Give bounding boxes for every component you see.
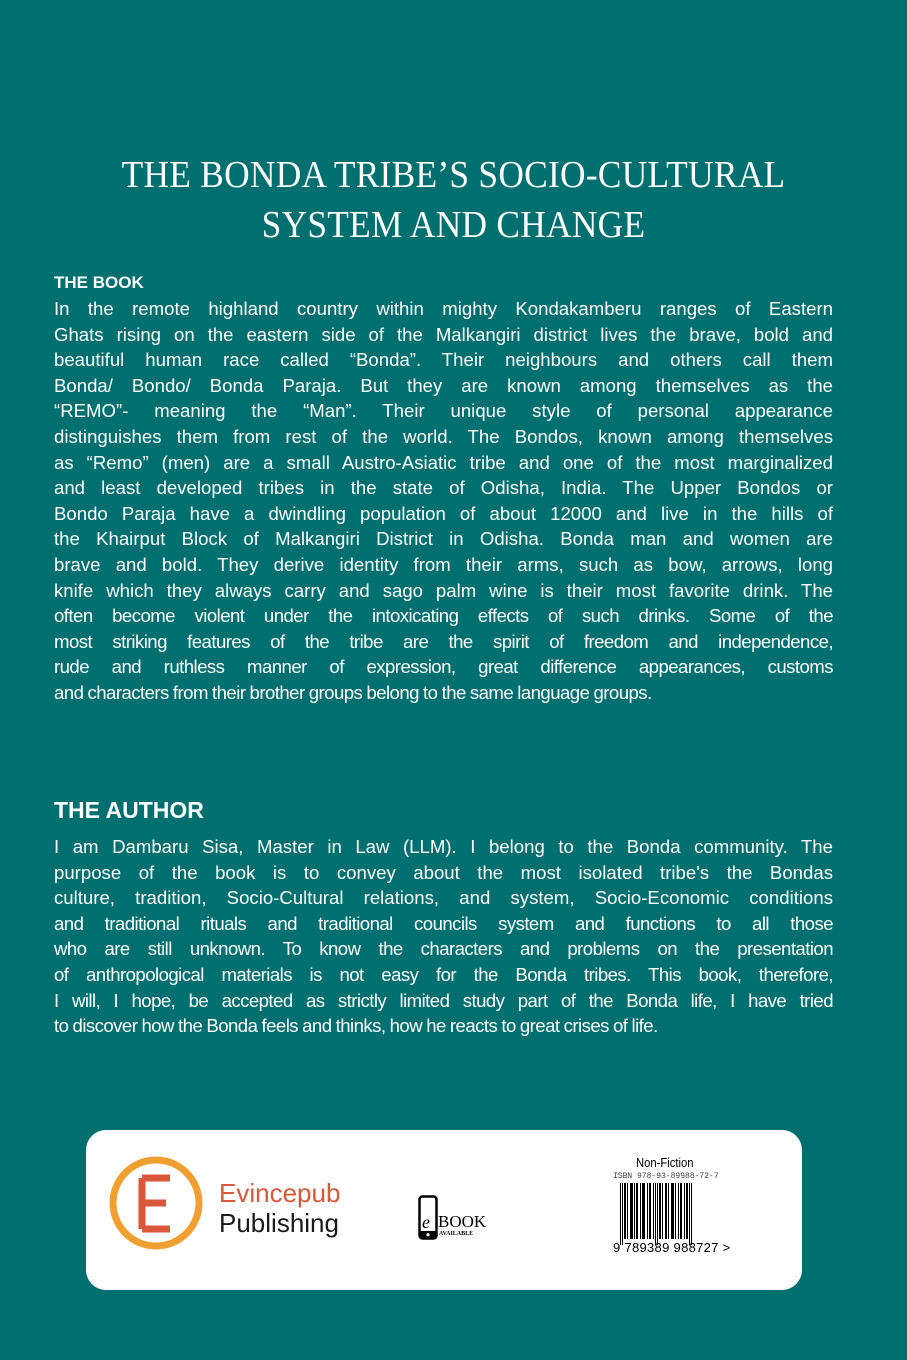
publisher-name [219, 1178, 340, 1238]
text-line: of anthropological materials is not easy for the Bonda tribes. This book, therefore, [54, 963, 833, 985]
text-line: knife which they always carry and sago palm wine is their most favorite drink. The [54, 579, 833, 601]
text-line: Bondo Paraja have a dwindling population of about 12000 and live in the hills of [54, 502, 833, 524]
text-line: and characters from their brother groups belong to the same language groups. [54, 681, 652, 703]
text-line: and traditional rituals and traditional councils system and functions to all those [54, 912, 833, 934]
book-description [54, 296, 833, 706]
text-line: who are still unknown. To know the characters and problems on the presentation [54, 938, 833, 960]
author-section-heading: THE AUTHOR [54, 797, 204, 823]
title-line-1: THE BONDA TRIBE’S SOCIO-CULTURAL [121, 154, 786, 196]
text-line: most striking features of the tribe are the spirit of freedom and independence, [54, 630, 833, 652]
text-line: as “Remo” (men) are a small Austro-Asiatic tribe and one of the most marginalized [54, 451, 833, 473]
text-line: beautiful human race called “Bonda”. Their neighbours and others call them [54, 349, 833, 371]
genre-label: Non-Fiction [636, 1156, 694, 1170]
ebook-e-letter: e [422, 1212, 430, 1232]
text-line: culture, tradition, Socio-Cultural relations, and system, Socio-Economic conditions [54, 887, 833, 909]
book-section-heading: THE BOOK [54, 273, 144, 292]
publisher-name-line-1: Evincepub [219, 1178, 341, 1208]
text-line: Bonda/ Bondo/ Bonda Paraja. But they are known among themselves as the [54, 374, 833, 396]
text-line: often become violent under the intoxicating effects of such drinks. Some of the [54, 605, 833, 627]
text-line: and least developed tribes in the state of Odisha, India. The Upper Bondos or [54, 477, 833, 499]
isbn-text: ISBN 978-93-89988-72-7 [613, 1172, 719, 1181]
text-line: “REMO”- meaning the “Man”. Their unique style of personal appearance [54, 400, 833, 422]
text-line: purpose of the book is to convey about the most isolated tribe's the Bondas [54, 861, 833, 883]
text-line: I will, I hope, be accepted as strictly limited study part of the Bonda life, I have tried [54, 989, 833, 1011]
ebook-available-badge [418, 1195, 508, 1245]
text-line: the Khairput Block of Malkangiri District in Odisha. Bonda man and women are [54, 528, 833, 550]
text-line: rude and ruthless manner of expression, great difference appearances, customs [54, 656, 833, 678]
ebook-label: BOOK [438, 1212, 487, 1231]
text-line: I am Dambaru Sisa, Master in Law (LLM). I belong to the Bonda community. The [54, 836, 833, 857]
isbn-barcode-block [610, 1156, 760, 1266]
text-line: In the remote highland country within mighty Kondakamberu ranges of Eastern [54, 298, 833, 319]
publisher-name-line-2: Publishing [219, 1208, 339, 1238]
barcode-number: 9 789389 988727 > [613, 1240, 731, 1255]
text-line: distinguishes them from rest of the world. The Bondos, known among themselves [54, 425, 833, 447]
tablet-icon [418, 1195, 438, 1240]
publisher-panel [86, 1130, 802, 1290]
barcode-icon [620, 1183, 692, 1245]
title-line-2: SYSTEM AND CHANGE [261, 204, 646, 246]
text-line: Ghats rising on the eastern side of the Malkangiri district lives the brave, bold and [54, 323, 833, 345]
text-line: brave and bold. They derive identity from their arms, such as bow, arrows, long [54, 553, 833, 575]
book-title [69, 150, 838, 250]
evincepub-logo-icon [106, 1153, 206, 1253]
author-description [54, 834, 833, 1039]
text-line: to discover how the Bonda feels and thinks, how he reacts to great crises of life. [54, 1015, 658, 1037]
ebook-sublabel: AVAILABLE [439, 1231, 474, 1237]
